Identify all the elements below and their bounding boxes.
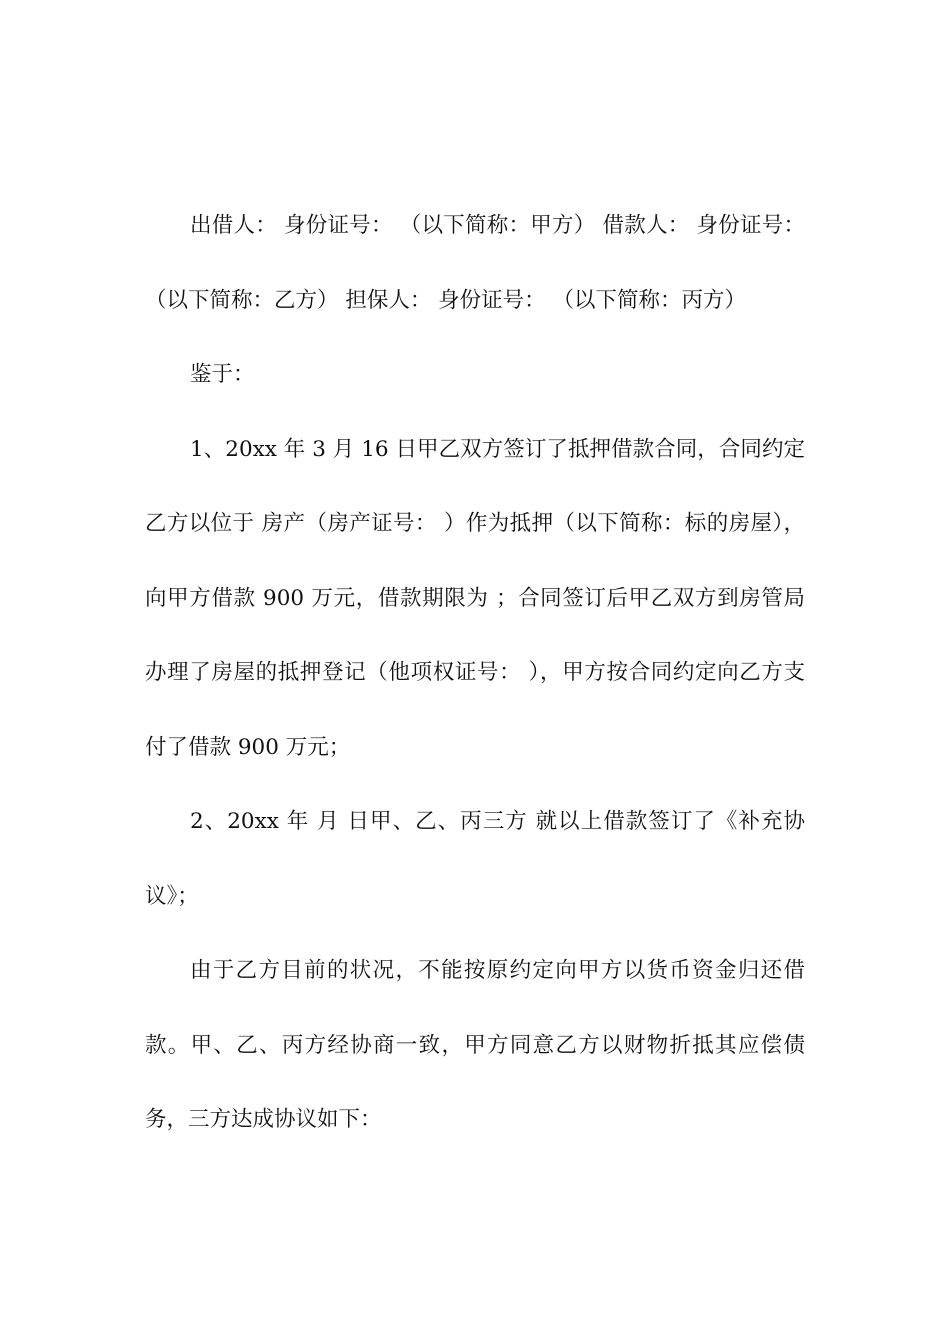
- whereas-heading: 鉴于：: [190, 362, 255, 387]
- clause-2-paragraph: 2、20xx 年 月 日甲、乙、丙三方 就以上借款签订了《补充协议》；: [145, 809, 805, 909]
- clause-1-paragraph: 1、20xx 年 3 月 16 日甲乙双方签订了抵押借款合同，合同约定乙方以位于 房产（房产证号： ）作为抵押（以下简称：标的房屋），向甲方借款 900 万元，借款期限为 ；合同签订后甲乙双方到房管局办理了房屋的抵押登记（他项权证号： ），甲方按合同约定向乙方支付了借款 900 万元；: [145, 436, 805, 760]
- document-body: [145, 189, 805, 1158]
- parties-paragraph: 出借人： 身份证号： （以下简称：甲方） 借款人： 身份证号： （以下简称：乙方） 担保人： 身份证号： （以下简称：丙方）: [145, 213, 805, 313]
- agreement-intro-paragraph: 由于乙方目前的状况，不能按原约定向甲方以货币资金归还借款。甲、乙、丙方经协商一致，甲方同意乙方以财物折抵其应偿债务，三方达成协议如下：: [145, 958, 805, 1132]
